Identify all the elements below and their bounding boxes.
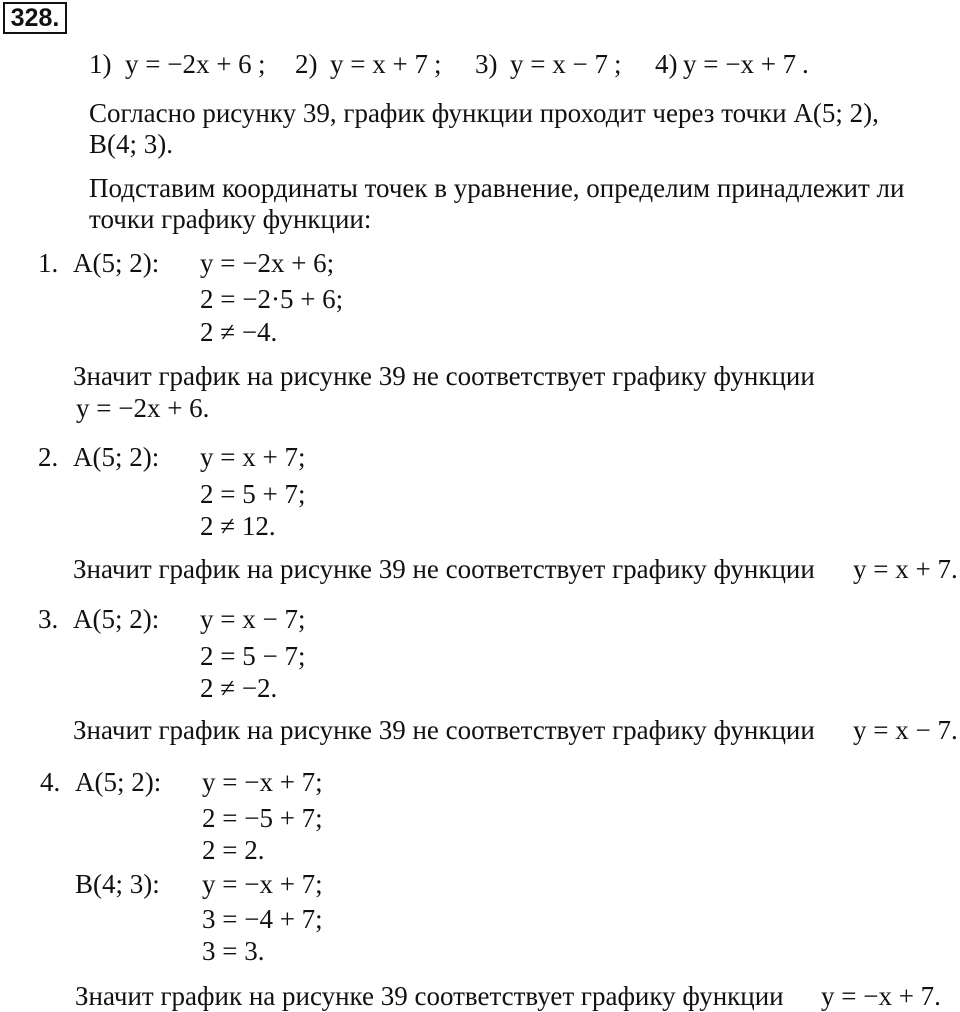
case-1-step-1: y = −2x + 6; <box>200 248 335 278</box>
case-3-step-1: y = x − 7; <box>200 604 306 634</box>
case-4-step-1: y = −x + 7; <box>202 767 323 797</box>
case-4-step-3: 2 = 2. <box>202 835 265 865</box>
case-2-step-1: y = x + 7; <box>200 442 306 472</box>
case-4-step-2: 2 = −5 + 7; <box>202 803 323 833</box>
case-1-conclusion: Значит график на рисунке 39 не соответствует графику функции <box>73 361 815 391</box>
option-4-number: 4) <box>655 49 678 79</box>
intro-line-2: B(4; 3). <box>89 129 173 159</box>
case-2-number: 2. <box>38 442 59 472</box>
case-4-point-2-step-3: 3 = 3. <box>202 936 265 966</box>
option-4-separator: . <box>802 49 809 79</box>
case-3-conclusion-equation: y = x − 7. <box>853 715 958 745</box>
option-2-separator: ; <box>434 49 442 79</box>
case-3-conclusion: Значит график на рисунке 39 не соответствует графику функции <box>73 715 815 745</box>
case-1-step-2: 2 = −2·5 + 6; <box>200 284 344 314</box>
case-1-step-3: 2 ≠ −4. <box>200 317 278 347</box>
option-3-equation: y = x − 7 <box>510 49 608 79</box>
case-1-conclusion-equation: y = −2x + 6. <box>76 393 210 423</box>
case-2-conclusion: Значит график на рисунке 39 не соответствует графику функции <box>73 554 815 584</box>
case-2-step-3: 2 ≠ 12. <box>200 511 276 541</box>
intro-line-4: точки графику функции: <box>89 204 372 234</box>
case-3-number: 3. <box>38 604 59 634</box>
case-4-point-2-step-1: y = −x + 7; <box>202 869 323 899</box>
case-1-number: 1. <box>38 248 59 278</box>
option-3-separator: ; <box>614 49 622 79</box>
case-4-number: 4. <box>40 767 61 797</box>
case-2-step-2: 2 = 5 + 7; <box>200 479 306 509</box>
option-4-equation: y = −x + 7 <box>683 49 797 79</box>
case-2-conclusion-equation: y = x + 7. <box>853 554 958 584</box>
case-3-step-2: 2 = 5 − 7; <box>200 641 306 671</box>
problem-number: 328. <box>3 2 67 34</box>
option-2-equation: y = x + 7 <box>330 49 428 79</box>
case-2-point: A(5; 2): <box>73 442 160 472</box>
case-4-conclusion: Значит график на рисунке 39 соответствует графику функции <box>75 981 784 1011</box>
option-1-separator: ; <box>258 49 266 79</box>
case-3-step-3: 2 ≠ −2. <box>200 673 278 703</box>
case-1-point: A(5; 2): <box>73 248 160 278</box>
case-3-point: A(5; 2): <box>73 604 160 634</box>
case-4-point-2-step-2: 3 = −4 + 7; <box>202 904 323 934</box>
intro-line-1: Согласно рисунку 39, график функции проходит через точки A(5; 2), <box>89 98 879 128</box>
option-1-equation: y = −2x + 6 <box>125 49 252 79</box>
option-2-number: 2) <box>295 49 318 79</box>
option-1-number: 1) <box>89 49 112 79</box>
case-4-point: A(5; 2): <box>75 767 162 797</box>
intro-line-3: Подставим координаты точек в уравнение, определим принадлежит ли <box>89 173 905 203</box>
case-4-point-2: B(4; 3): <box>75 869 160 899</box>
case-4-conclusion-equation: y = −x + 7. <box>821 981 941 1011</box>
option-3-number: 3) <box>475 49 498 79</box>
